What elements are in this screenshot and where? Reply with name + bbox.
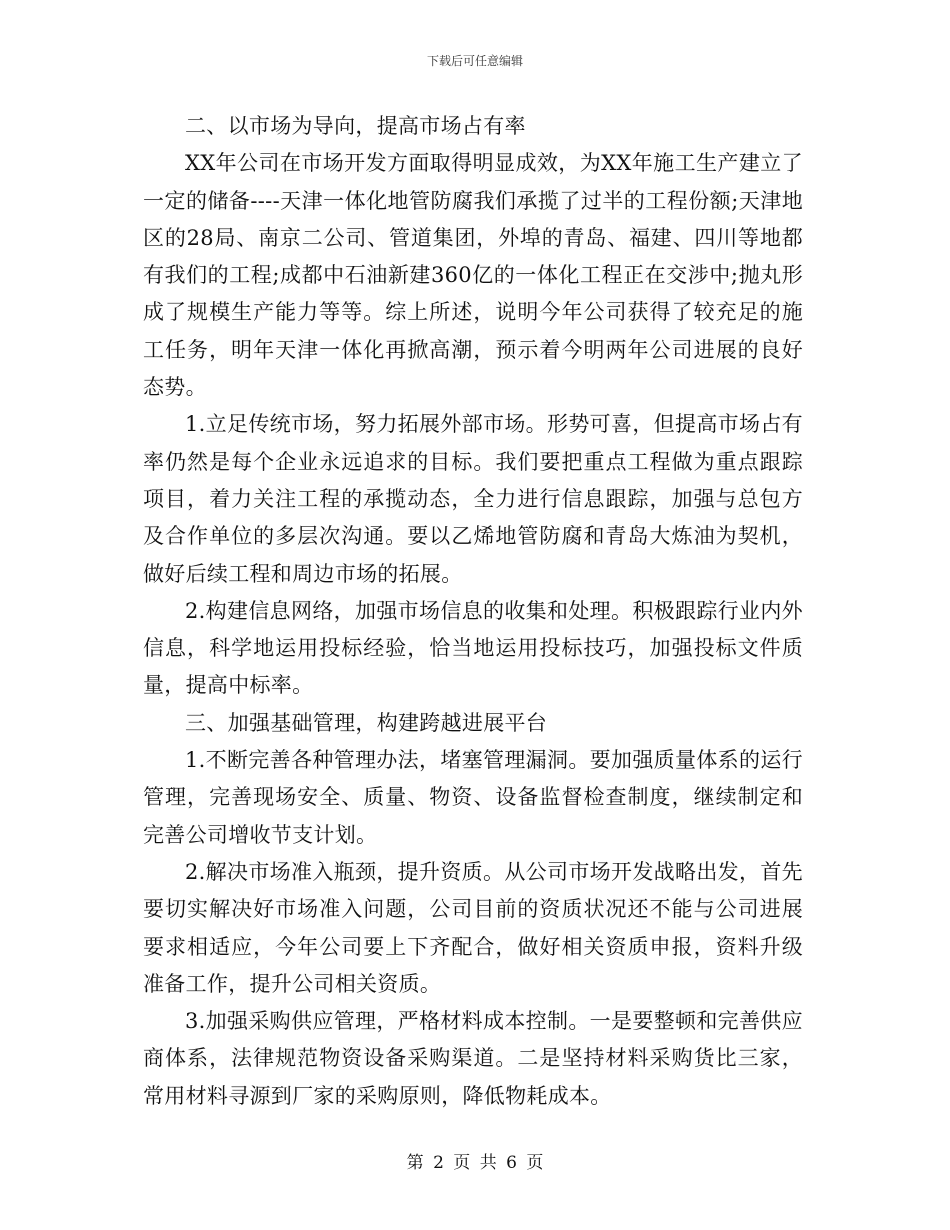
- page-number-footer: 第 2 页 共 6 页: [406, 1153, 544, 1173]
- paragraph-information-network: 2.构建信息网络，加强市场信息的收集和处理。积极跟踪行业内外信息，科学地运用投标经验，恰当地运用投标技巧，加强投标文件质量，提高中标率。: [143, 598, 803, 698]
- page-header: 下载后可任意编辑: [426, 54, 523, 68]
- paragraph-procurement: 3.加强采购供应管理，严格材料成本控制。一是要整顿和完善供应商体系，法律规范物资设备采购渠道。二是坚持材料采购货比三家，常用材料寻源到厂家的采购原则，降低物耗成本。: [143, 1009, 803, 1108]
- paragraph-market-overview: XX年公司在市场开发方面取得明显成效，为XX年施工生产建立了一定的储备----天津一体化地管防腐我们承揽了过半的工程份额;天津地区的28局、南京二公司、管道集团，外埠的青岛、福建、四川等地都有我们的工程;成都中石油新建360亿的一体化工程正在交涉中;抛丸形成了规模生产能力等等。综上所述，说明今年公司获得了较充足的施工任务，明年天津一体化再掀高潮，预示着今明两年公司进展的良好态势。: [143, 151, 803, 400]
- document-body: [143, 108, 803, 1115]
- paragraph-management-methods: 1.不断完善各种管理办法，堵塞管理漏洞。要加强质量体系的运行管理，完善现场安全、质量、物资、设备监督检查制度，继续制定和完善公司增收节支计划。: [143, 748, 803, 847]
- section-heading-market: 二、以市场为导向，提高市场占有率: [185, 114, 526, 138]
- paragraph-traditional-market: 1.立足传统市场，努力拓展外部市场。形势可喜，但提高市场占有率仍然是每个企业永远追求的目标。我们要把重点工程做为重点跟踪项目，着力关注工程的承揽动态，全力进行信息跟踪，加强与总包方及合作单位的多层次沟通。要以乙烯地管防腐和青岛大炼油为契机，做好后续工程和周边市场的拓展。: [143, 412, 803, 586]
- section-heading-management: 三、加强基础管理，构建跨越进展平台: [185, 710, 548, 735]
- paragraph-market-access: 2.解决市场准入瓶颈，提升资质。从公司市场开发战略出发，首先要切实解决好市场准入问题，公司目前的资质状况还不能与公司进展要求相适应，今年公司要上下齐配合，做好相关资质申报，资料升级准备工作，提升公司相关资质。: [143, 859, 803, 996]
